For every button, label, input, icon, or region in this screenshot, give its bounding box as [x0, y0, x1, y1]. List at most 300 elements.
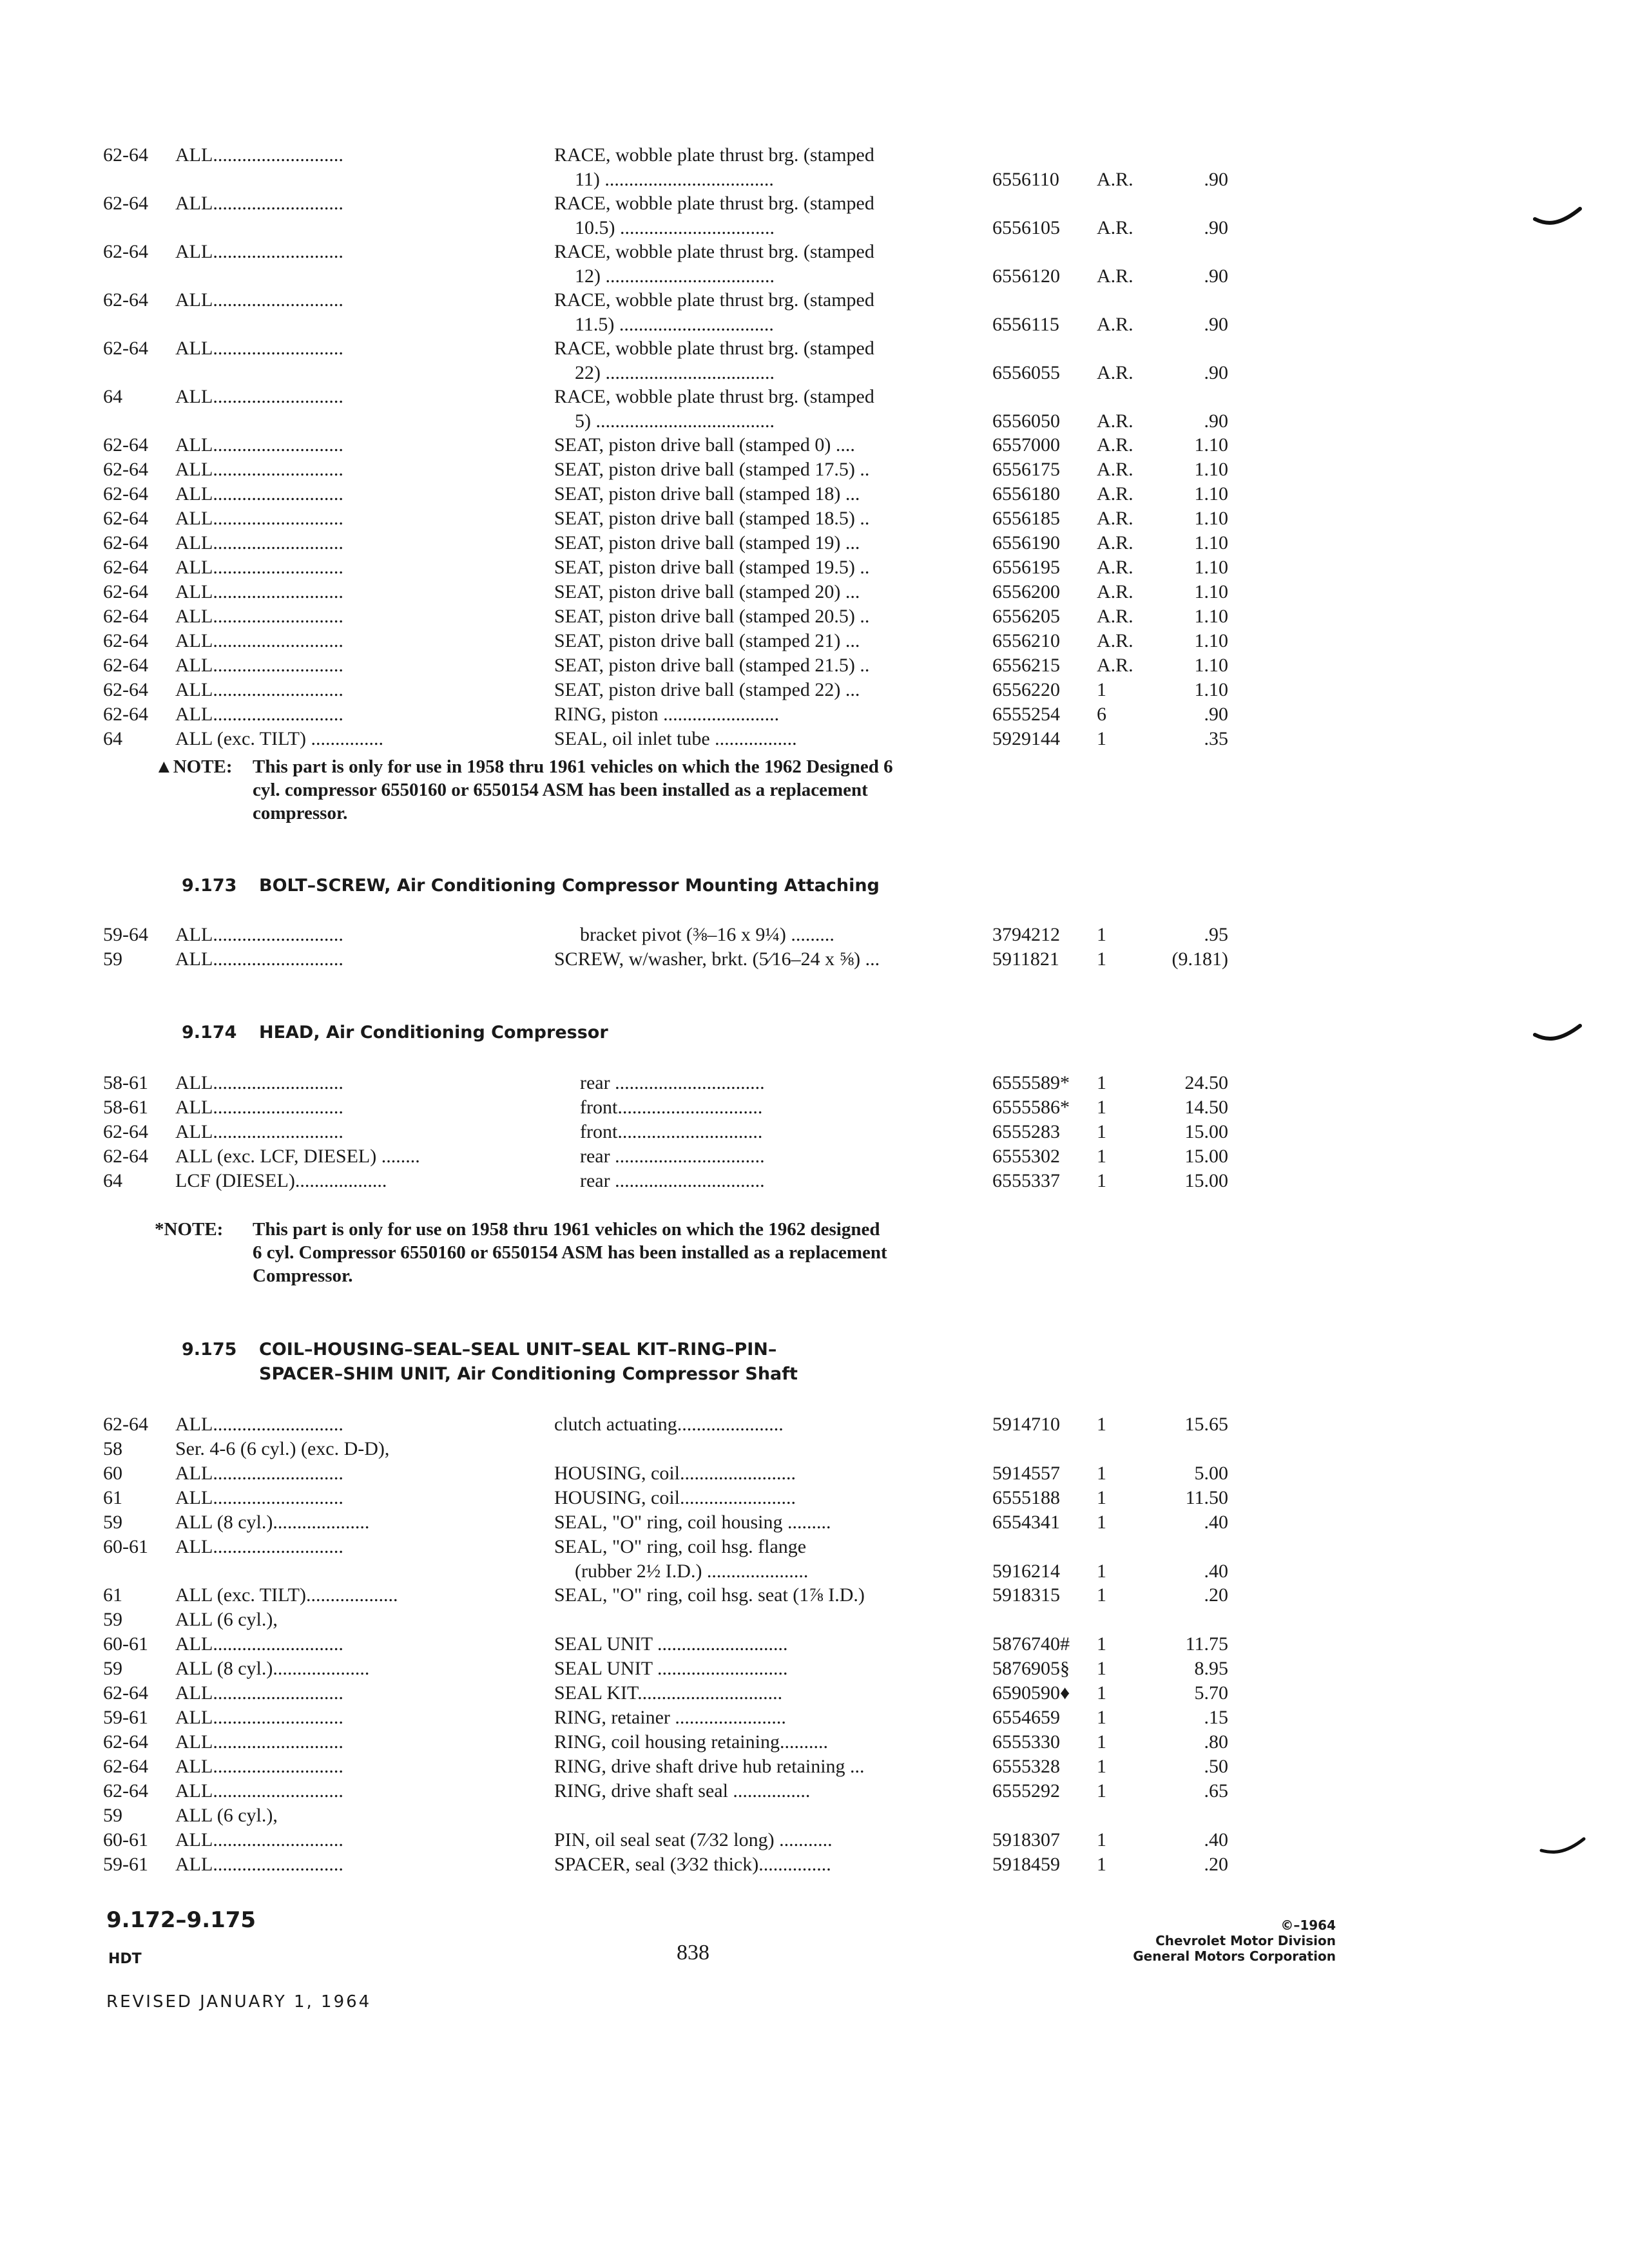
- parts-row: [0, 1437, 1629, 1461]
- application: ALL...........................: [175, 338, 343, 359]
- note-label: *NOTE:: [155, 1219, 224, 1240]
- application: ALL...........................: [175, 679, 343, 700]
- description: (rubber 2½ I.D.) .....................: [575, 1561, 809, 1582]
- part-number: 6555586*: [992, 1097, 1070, 1118]
- application: ALL...........................: [175, 557, 343, 578]
- footer-corporation: General Motors Corporation: [1133, 1948, 1336, 1964]
- description: 10.5) ................................: [575, 217, 775, 238]
- part-number: 6556110: [992, 169, 1059, 190]
- description: RACE, wobble plate thrust brg. (stamped: [554, 144, 874, 166]
- parts-row: [0, 555, 1629, 580]
- application: ALL...........................: [175, 508, 343, 529]
- price: .40: [1204, 1512, 1228, 1533]
- model-year: 58-61: [103, 1097, 148, 1118]
- application: ALL...........................: [175, 1097, 343, 1118]
- parts-row: [0, 1535, 1629, 1584]
- model-year: 62-64: [103, 704, 148, 725]
- application: ALL (exc. TILT)...................: [175, 1584, 398, 1606]
- application: ALL...........................: [175, 704, 343, 725]
- application: ALL...........................: [175, 193, 343, 214]
- footer-code: HDT: [108, 1951, 142, 1967]
- quantity: A.R.: [1097, 508, 1133, 529]
- parts-row: [0, 385, 1629, 434]
- description: SEAL, "O" ring, coil housing .........: [554, 1512, 831, 1533]
- quantity: 1: [1097, 1170, 1106, 1191]
- part-number: 6556180: [992, 483, 1060, 505]
- price: 5.00: [1194, 1463, 1228, 1484]
- description: rear ...............................: [580, 1072, 765, 1093]
- model-year: 62-64: [103, 630, 148, 651]
- part-number: 6555302: [992, 1146, 1060, 1167]
- price: .95: [1204, 924, 1228, 945]
- quantity: A.R.: [1097, 314, 1133, 335]
- part-number: 6555589*: [992, 1072, 1070, 1093]
- note-text: This part is only for use in 1958 thru 1961 vehicles on which the 1962 Designed 6 cyl. compressor 6550160 or 6550154 ASM has been installed as a replacement compressor.: [253, 756, 893, 823]
- description: PIN, oil seal seat (7⁄32 long) ...........: [554, 1829, 833, 1850]
- note-text: This part is only for use on 1958 thru 1961 vehicles on which the 1962 designed 6 cyl. Compressor 6550160 or 6550154 ASM has been installed as a replacement Compressor.: [253, 1219, 887, 1286]
- part-number: 6555337: [992, 1170, 1060, 1191]
- quantity: 1: [1097, 1121, 1106, 1142]
- application: ALL...........................: [175, 630, 343, 651]
- quantity: 1: [1097, 948, 1106, 970]
- model-year: 62-64: [103, 241, 148, 262]
- section-number: 9.173: [182, 876, 237, 896]
- part-number: 5918459: [992, 1854, 1060, 1875]
- page-number: 838: [677, 1941, 709, 1965]
- part-number: 6556175: [992, 459, 1060, 480]
- parts-row: [0, 1828, 1629, 1852]
- part-number: 6556205: [992, 606, 1060, 627]
- description: SEAT, piston drive ball (stamped 21) ...: [554, 630, 860, 651]
- quantity: 1: [1097, 1097, 1106, 1118]
- description: 11) ...................................: [575, 169, 774, 190]
- parts-row: [0, 1681, 1629, 1706]
- price: .90: [1204, 217, 1228, 238]
- part-number: 6557000: [992, 434, 1060, 456]
- model-year: 60: [103, 1463, 122, 1484]
- model-year: 59: [103, 1805, 122, 1826]
- description: RING, drive shaft drive hub retaining ...: [554, 1756, 865, 1777]
- parts-row: [0, 629, 1629, 653]
- application: ALL...........................: [175, 1487, 343, 1508]
- price: (9.181): [1171, 948, 1228, 970]
- quantity: 1: [1097, 924, 1106, 945]
- parts-row: [0, 1608, 1629, 1632]
- model-year: 60-61: [103, 1536, 148, 1557]
- part-number: 6556115: [992, 314, 1059, 335]
- application: ALL...........................: [175, 1414, 343, 1435]
- description: SEAT, piston drive ball (stamped 22) ...: [554, 679, 860, 700]
- quantity: A.R.: [1097, 410, 1133, 432]
- description: SEAL KIT..............................: [554, 1682, 783, 1704]
- application: ALL...........................: [175, 1682, 343, 1704]
- parts-row: [0, 1657, 1629, 1681]
- footer-copyright: ©–1964: [1280, 1917, 1336, 1933]
- description: RACE, wobble plate thrust brg. (stamped: [554, 193, 874, 214]
- model-year: 62-64: [103, 483, 148, 505]
- description: RACE, wobble plate thrust brg. (stamped: [554, 241, 874, 262]
- price: .90: [1204, 169, 1228, 190]
- description: RACE, wobble plate thrust brg. (stamped: [554, 338, 874, 359]
- section-title-line1: COIL–HOUSING–SEAL–SEAL UNIT–SEAL KIT–RING–PIN–: [259, 1340, 777, 1360]
- model-year: 62-64: [103, 581, 148, 602]
- price: 1.10: [1194, 581, 1228, 602]
- description: SEAL, "O" ring, coil hsg. seat (1⅞ I.D.): [554, 1584, 865, 1606]
- price: .20: [1204, 1584, 1228, 1606]
- application: ALL...........................: [175, 289, 343, 311]
- quantity: 1: [1097, 1487, 1106, 1508]
- quantity: 1: [1097, 1756, 1106, 1777]
- model-year: 61: [103, 1487, 122, 1508]
- price: 15.00: [1184, 1146, 1228, 1167]
- parts-row: [0, 1632, 1629, 1657]
- part-number: 6556210: [992, 630, 1060, 651]
- part-number: 6556055: [992, 362, 1060, 383]
- part-number: 5918307: [992, 1829, 1060, 1850]
- part-number: 5911821: [992, 948, 1059, 970]
- price: 15.00: [1184, 1170, 1228, 1191]
- description: SEAT, piston drive ball (stamped 19.5) ..: [554, 557, 870, 578]
- model-year: 60-61: [103, 1633, 148, 1655]
- footer-division: Chevrolet Motor Division: [1155, 1933, 1336, 1948]
- application: ALL...........................: [175, 241, 343, 262]
- description: SEAT, piston drive ball (stamped 17.5) ..: [554, 459, 870, 480]
- application: ALL (8 cyl.)....................: [175, 1658, 370, 1679]
- application: ALL...........................: [175, 1072, 343, 1093]
- application: ALL...........................: [175, 1756, 343, 1777]
- model-year: 62-64: [103, 655, 148, 676]
- price: 15.00: [1184, 1121, 1228, 1142]
- parts-row: [0, 678, 1629, 702]
- model-year: 62-64: [103, 1146, 148, 1167]
- price: 1.10: [1194, 532, 1228, 553]
- check-mark-icon: [1532, 1022, 1584, 1048]
- model-year: 59-64: [103, 924, 148, 945]
- part-number: 6590590♦: [992, 1682, 1070, 1704]
- part-number: 5914557: [992, 1463, 1060, 1484]
- price: 1.10: [1194, 459, 1228, 480]
- part-number: 6555254: [992, 704, 1060, 725]
- quantity: 1: [1097, 1633, 1106, 1655]
- part-number: 6555292: [992, 1780, 1060, 1802]
- part-number: 5918315: [992, 1584, 1060, 1606]
- description: RING, coil housing retaining..........: [554, 1731, 828, 1753]
- price: .50: [1204, 1756, 1228, 1777]
- quantity: A.R.: [1097, 434, 1133, 456]
- price: .20: [1204, 1854, 1228, 1875]
- quantity: 1: [1097, 1072, 1106, 1093]
- model-year: 62-64: [103, 434, 148, 456]
- parts-row: [0, 923, 1629, 947]
- description: SEAT, piston drive ball (stamped 0) ....: [554, 434, 855, 456]
- quantity: 1: [1097, 1682, 1106, 1704]
- footer-section-range: 9.172–9.175: [106, 1907, 256, 1933]
- model-year: 62-64: [103, 144, 148, 166]
- parts-row: [0, 1510, 1629, 1535]
- parts-row: [0, 702, 1629, 727]
- price: .80: [1204, 1731, 1228, 1753]
- parts-row: [0, 1486, 1629, 1510]
- price: .90: [1204, 362, 1228, 383]
- part-number: 6554341: [992, 1512, 1060, 1533]
- price: .90: [1204, 410, 1228, 432]
- parts-row: [0, 336, 1629, 385]
- quantity: 1: [1097, 1414, 1106, 1435]
- description: SPACER, seal (3⁄32 thick)...............: [554, 1854, 831, 1875]
- description: 11.5) ................................: [575, 314, 774, 335]
- description: front..............................: [580, 1097, 763, 1118]
- description: clutch actuating......................: [554, 1414, 784, 1435]
- quantity: 1: [1097, 728, 1106, 749]
- price: .90: [1204, 314, 1228, 335]
- parts-row: [0, 1412, 1629, 1437]
- parts-row: [0, 1583, 1629, 1608]
- part-number: 6556190: [992, 532, 1060, 553]
- part-number: 3794212: [992, 924, 1060, 945]
- quantity: 1: [1097, 1731, 1106, 1753]
- description: SEAT, piston drive ball (stamped 19) ...: [554, 532, 860, 553]
- model-year: 59-61: [103, 1707, 148, 1728]
- price: 1.10: [1194, 679, 1228, 700]
- section-title: HEAD, Air Conditioning Compressor: [259, 1023, 608, 1043]
- quantity: A.R.: [1097, 169, 1133, 190]
- part-number: 6556185: [992, 508, 1060, 529]
- price: 8.95: [1194, 1658, 1228, 1679]
- parts-row: [0, 433, 1629, 457]
- model-year: 64: [103, 386, 122, 407]
- price: 24.50: [1184, 1072, 1228, 1093]
- part-number: 6556220: [992, 679, 1060, 700]
- parts-row: [0, 143, 1629, 192]
- quantity: 1: [1097, 1707, 1106, 1728]
- application: ALL...........................: [175, 655, 343, 676]
- parts-row: [0, 1144, 1629, 1169]
- quantity: 1: [1097, 1584, 1106, 1606]
- price: 1.10: [1194, 508, 1228, 529]
- application: ALL...........................: [175, 386, 343, 407]
- description: front..............................: [580, 1121, 763, 1142]
- parts-row: [0, 288, 1629, 337]
- application: ALL...........................: [175, 924, 343, 945]
- application: ALL...........................: [175, 1463, 343, 1484]
- footer-publisher: [1133, 1917, 1336, 1964]
- application: ALL...........................: [175, 606, 343, 627]
- description: RING, drive shaft seal ................: [554, 1780, 811, 1802]
- quantity: 1: [1097, 1854, 1106, 1875]
- description: 22) ...................................: [575, 362, 775, 383]
- part-number: 5929144: [992, 728, 1060, 749]
- model-year: 62-64: [103, 1121, 148, 1142]
- part-number: 6555283: [992, 1121, 1060, 1142]
- application: ALL...........................: [175, 434, 343, 456]
- description: SEAT, piston drive ball (stamped 18) ...: [554, 483, 860, 505]
- application: ALL...........................: [175, 459, 343, 480]
- model-year: 62-64: [103, 1682, 148, 1704]
- price: .35: [1204, 728, 1228, 749]
- description: RACE, wobble plate thrust brg. (stamped: [554, 289, 874, 311]
- application: ALL...........................: [175, 532, 343, 553]
- price: 1.10: [1194, 655, 1228, 676]
- application: ALL (exc. TILT) ...............: [175, 728, 383, 749]
- application: ALL...........................: [175, 1121, 343, 1142]
- quantity: A.R.: [1097, 362, 1133, 383]
- quantity: A.R.: [1097, 630, 1133, 651]
- part-number: 6556200: [992, 581, 1060, 602]
- model-year: 64: [103, 728, 122, 749]
- application: ALL...........................: [175, 1780, 343, 1802]
- part-number: 5916214: [992, 1561, 1060, 1582]
- quantity: A.R.: [1097, 581, 1133, 602]
- description: SCREW, w/washer, brkt. (5⁄16–24 x ⅝) ...: [554, 948, 880, 970]
- part-number: 6555188: [992, 1487, 1060, 1508]
- quantity: 1: [1097, 1658, 1106, 1679]
- parts-row: [0, 1095, 1629, 1120]
- part-number: 6554659: [992, 1707, 1060, 1728]
- part-number: 6556105: [992, 217, 1060, 238]
- application: ALL...........................: [175, 948, 343, 970]
- application: ALL...........................: [175, 144, 343, 166]
- part-number: 6556215: [992, 655, 1060, 676]
- description: RING, retainer .......................: [554, 1707, 786, 1728]
- quantity: 1: [1097, 1512, 1106, 1533]
- section-title: BOLT–SCREW, Air Conditioning Compressor Mounting Attaching: [259, 876, 880, 896]
- part-number: 6556195: [992, 557, 1060, 578]
- quantity: 1: [1097, 679, 1106, 700]
- quantity: A.R.: [1097, 557, 1133, 578]
- quantity: A.R.: [1097, 483, 1133, 505]
- price: 14.50: [1184, 1097, 1228, 1118]
- part-number: 5914710: [992, 1414, 1060, 1435]
- price: 15.65: [1184, 1414, 1228, 1435]
- quantity: 1: [1097, 1829, 1106, 1850]
- model-year: 62-64: [103, 459, 148, 480]
- model-year: 59: [103, 1512, 122, 1533]
- parts-row: [0, 653, 1629, 678]
- description: SEAT, piston drive ball (stamped 18.5) ..: [554, 508, 870, 529]
- price: 1.10: [1194, 557, 1228, 578]
- model-year: 62-64: [103, 606, 148, 627]
- part-number: 6555328: [992, 1756, 1060, 1777]
- price: .15: [1204, 1707, 1228, 1728]
- description: RACE, wobble plate thrust brg. (stamped: [554, 386, 874, 407]
- parts-row: [0, 1120, 1629, 1144]
- quantity: A.R.: [1097, 217, 1133, 238]
- quantity: A.R.: [1097, 532, 1133, 553]
- price: 1.10: [1194, 606, 1228, 627]
- price: .65: [1204, 1780, 1228, 1802]
- parts-row: [0, 1730, 1629, 1754]
- revised-date: REVISED JANUARY 1, 1964: [106, 1992, 372, 2012]
- model-year: 62-64: [103, 679, 148, 700]
- parts-row: [0, 947, 1629, 972]
- model-year: 62-64: [103, 289, 148, 311]
- quantity: A.R.: [1097, 459, 1133, 480]
- description: bracket pivot (⅜–16 x 9¼) .........: [580, 924, 834, 945]
- description: SEAL UNIT ...........................: [554, 1633, 788, 1655]
- parts-row: [0, 1461, 1629, 1486]
- parts-row: [0, 482, 1629, 506]
- model-year: 62-64: [103, 193, 148, 214]
- parts-row: [0, 727, 1629, 751]
- application: Ser. 4-6 (6 cyl.) (exc. D-D),: [175, 1438, 390, 1459]
- check-mark-icon: [1532, 205, 1584, 231]
- model-year: 60-61: [103, 1829, 148, 1850]
- description: SEAT, piston drive ball (stamped 21.5) ..: [554, 655, 870, 676]
- application: ALL (exc. LCF, DIESEL) ........: [175, 1146, 420, 1167]
- description: rear ...............................: [580, 1146, 765, 1167]
- parts-row: [0, 1071, 1629, 1095]
- application: ALL...........................: [175, 1707, 343, 1728]
- application: ALL (6 cyl.),: [175, 1805, 278, 1826]
- section-title-line2: SPACER–SHIM UNIT, Air Conditioning Compressor Shaft: [259, 1364, 798, 1384]
- price: 1.10: [1194, 483, 1228, 505]
- model-year: 59: [103, 1658, 122, 1679]
- model-year: 62-64: [103, 1756, 148, 1777]
- parts-row: [0, 580, 1629, 604]
- description: SEAT, piston drive ball (stamped 20.5) ..: [554, 606, 870, 627]
- application: ALL...........................: [175, 1633, 343, 1655]
- parts-row: [0, 1852, 1629, 1877]
- model-year: 59-61: [103, 1854, 148, 1875]
- application: ALL...........................: [175, 1854, 343, 1875]
- application: ALL...........................: [175, 1829, 343, 1850]
- model-year: 62-64: [103, 1414, 148, 1435]
- part-number: 5876740#: [992, 1633, 1070, 1655]
- description: HOUSING, coil........................: [554, 1487, 796, 1508]
- parts-row: [0, 240, 1629, 289]
- model-year: 58: [103, 1438, 122, 1459]
- parts-row: [0, 1754, 1629, 1779]
- price: .40: [1204, 1829, 1228, 1850]
- parts-row: [0, 1779, 1629, 1803]
- parts-row: [0, 1706, 1629, 1730]
- note-label: ▲NOTE:: [155, 756, 233, 777]
- quantity: A.R.: [1097, 655, 1133, 676]
- price: 1.10: [1194, 434, 1228, 456]
- part-number: 6556120: [992, 265, 1060, 287]
- model-year: 58-61: [103, 1072, 148, 1093]
- model-year: 62-64: [103, 338, 148, 359]
- price: 11.50: [1185, 1487, 1228, 1508]
- description: 12) ...................................: [575, 265, 775, 287]
- quantity: 1: [1097, 1780, 1106, 1802]
- parts-row: [0, 191, 1629, 240]
- quantity: 1: [1097, 1146, 1106, 1167]
- parts-row: [0, 604, 1629, 629]
- description: SEAL, oil inlet tube .................: [554, 728, 797, 749]
- application: LCF (DIESEL)...................: [175, 1170, 387, 1191]
- part-number: 6555330: [992, 1731, 1060, 1753]
- application: ALL (8 cyl.)....................: [175, 1512, 370, 1533]
- parts-row: [0, 506, 1629, 531]
- quantity: A.R.: [1097, 265, 1133, 287]
- quantity: 1: [1097, 1561, 1106, 1582]
- model-year: 64: [103, 1170, 122, 1191]
- price: .90: [1204, 265, 1228, 287]
- description: HOUSING, coil........................: [554, 1463, 796, 1484]
- section-number: 9.175: [182, 1340, 237, 1360]
- model-year: 62-64: [103, 508, 148, 529]
- part-number: 6556050: [992, 410, 1060, 432]
- description: SEAL UNIT ...........................: [554, 1658, 788, 1679]
- application: ALL...........................: [175, 1536, 343, 1557]
- model-year: 62-64: [103, 1780, 148, 1802]
- model-year: 62-64: [103, 532, 148, 553]
- parts-row: [0, 1803, 1629, 1828]
- parts-row: [0, 1169, 1629, 1193]
- price: 1.10: [1194, 630, 1228, 651]
- description: rear ...............................: [580, 1170, 765, 1191]
